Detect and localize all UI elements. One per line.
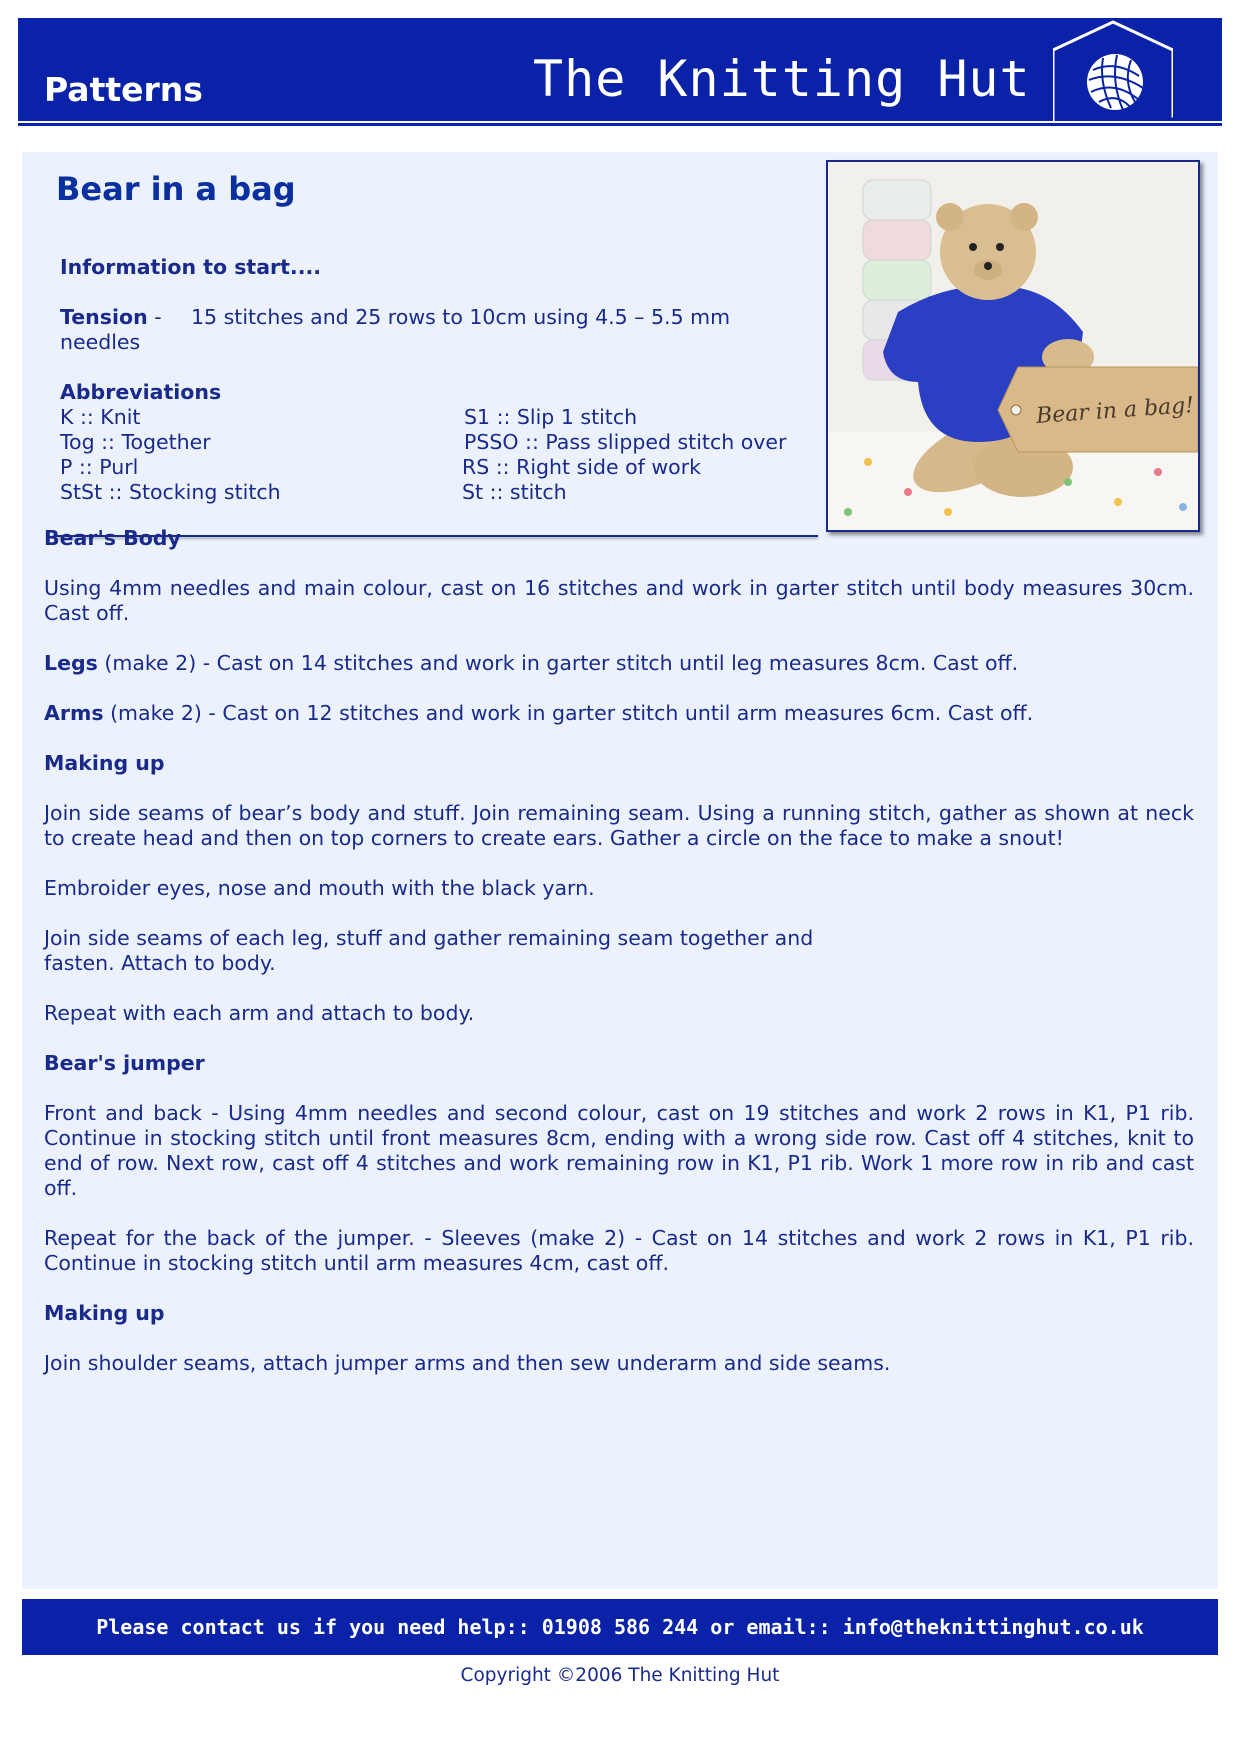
tension-label: Tension	[60, 305, 148, 329]
heading-making-up: Making up	[44, 751, 165, 775]
making-up-join: Join side seams of bear’s body and stuff. Join remaining seam. Using a running stitch, gather as shown at neck to create head and then on top corners to create ears. Gather a circle on the face to make a snout!	[44, 801, 1194, 850]
legs-instructions	[44, 651, 1194, 676]
arms-label: Arms	[44, 701, 104, 725]
contact-text: Please contact us if you need help:: 01908 586 244 or email:: info@theknittinghut.co.uk	[96, 1615, 1144, 1639]
copyright: Copyright ©2006 The Knitting Hut	[460, 1665, 780, 1686]
tag-text: Bear in a bag!	[1035, 393, 1195, 429]
jumper-front-back: Front and back - Using 4mm needles and second colour, cast on 19 stitches and work 2 rows in K1, P1 rib. Continue in stocking stitch until front measures 8cm, ending with a wrong side row. Cast off 4 stitches, knit to end of row. Next row, cast off 4 stitches and work remaining row in K1, P1 rib. Work 1 more row in rib and cast off.	[44, 1101, 1194, 1200]
info-heading: Information to start....	[60, 255, 322, 279]
arms-instructions	[44, 701, 1194, 726]
heading-bears-jumper: Bear's jumper	[44, 1051, 205, 1075]
heading-bears-body: Bear's Body	[44, 526, 181, 550]
site-title: The Knitting Hut	[533, 50, 1031, 108]
abbrev-right-list	[462, 405, 786, 505]
making-up-legs-line: Join side seams of each leg, stuff and gather remaining seam together and	[44, 926, 814, 950]
abbrev-item: Tog :: Together	[60, 430, 211, 454]
making-up-embroider: Embroider eyes, nose and mouth with the black yarn.	[44, 876, 595, 900]
abbrev-item: P :: Purl	[60, 455, 139, 479]
bear-photo	[826, 160, 1200, 532]
yarn-ball-house-icon	[1053, 20, 1173, 124]
body-instructions: Using 4mm needles and main colour, cast on 16 stitches and work in garter stitch until body measures 30cm. Cast off.	[44, 576, 1194, 625]
abbrev-item: St :: stitch	[462, 480, 567, 504]
tension-line	[60, 305, 162, 330]
making-up-legs-line: fasten. Attach to body.	[44, 951, 276, 975]
abbrev-item: RS :: Right side of work	[462, 455, 702, 479]
page-title: Bear in a bag	[56, 170, 296, 208]
jumper-back-sleeves: Repeat for the back of the jumper. - Sleeves (make 2) - Cast on 14 stitches and work 2 rows in K1, P1 rib. Continue in stocking stitch until arm measures 4cm, cast off.	[44, 1226, 1194, 1275]
content-panel	[22, 152, 1218, 1589]
contact-footer	[22, 1599, 1218, 1655]
bear-illustration	[828, 162, 1198, 530]
abbrev-item: K :: Knit	[60, 405, 141, 429]
making-up-arms: Repeat with each arm and attach to body.	[44, 1001, 475, 1025]
tension-text: 15 stitches and 25 rows to 10cm using 4.5 – 5.5 mm	[191, 305, 731, 329]
tension-text-cont: needles	[60, 330, 141, 354]
site-header	[18, 18, 1222, 126]
abbrev-item: StSt :: Stocking stitch	[60, 480, 281, 504]
abbreviations-heading: Abbreviations	[60, 380, 222, 404]
heading-making-up-jumper: Making up	[44, 1301, 165, 1325]
abbrev-left-list	[60, 405, 281, 505]
section-label: Patterns	[44, 70, 203, 109]
jumper-making-up: Join shoulder seams, attach jumper arms and then sew underarm and side seams.	[44, 1351, 891, 1375]
abbrev-item: PSSO :: Pass slipped stitch over	[464, 430, 787, 454]
legs-label: Legs	[44, 651, 98, 675]
legs-text: (make 2) - Cast on 14 stitches and work in garter stitch until leg measures 8cm. Cast off.	[97, 651, 1019, 675]
tension-separator: -	[154, 305, 162, 329]
arms-text: (make 2) - Cast on 12 stitches and work in garter stitch until arm measures 6cm. Cast off.	[103, 701, 1034, 725]
abbrev-item: S1 :: Slip 1 stitch	[464, 405, 638, 429]
making-up-legs	[44, 926, 1194, 976]
